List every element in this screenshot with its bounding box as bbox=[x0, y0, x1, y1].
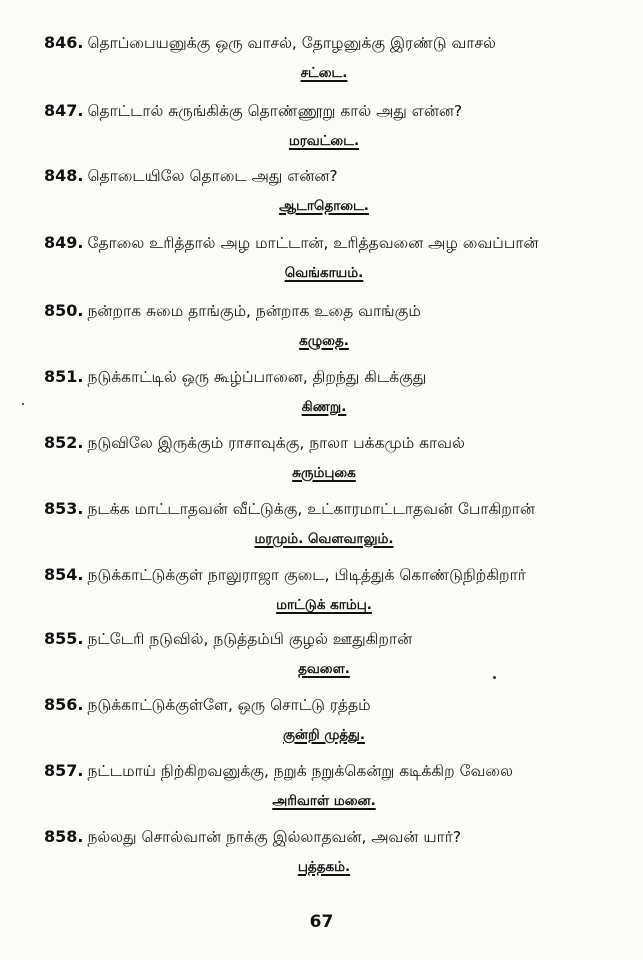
riddle-number: 854. bbox=[44, 565, 84, 584]
riddle-answer bbox=[44, 398, 604, 416]
riddle-850 bbox=[44, 300, 604, 366]
riddle-answer-text: குன்றி முத்து. bbox=[283, 727, 365, 743]
riddle-answer-text: மரமும். வௌவாலும். bbox=[254, 531, 394, 547]
riddle-answer bbox=[44, 660, 604, 678]
page-number: 67 bbox=[309, 912, 334, 932]
riddle-number: 857. bbox=[44, 761, 84, 780]
scan-speck bbox=[22, 403, 24, 405]
riddle-question bbox=[44, 366, 426, 388]
riddle-854 bbox=[44, 564, 604, 630]
riddle-answer-text: அரிவாள் மனை. bbox=[272, 793, 376, 809]
riddle-answer bbox=[44, 726, 604, 744]
riddle-answer-text: புத்தகம். bbox=[297, 859, 351, 875]
riddle-answer-text: மரவட்டை. bbox=[288, 133, 360, 149]
riddle-858 bbox=[44, 826, 604, 892]
riddle-851 bbox=[44, 366, 604, 432]
riddle-text: நன்றாக சுமை தாங்கும், நன்றாக உதை வாங்கும் bbox=[87, 302, 421, 320]
riddle-856 bbox=[44, 694, 604, 760]
riddle-question bbox=[44, 826, 461, 848]
riddle-answer bbox=[44, 197, 604, 215]
riddle-text: தோலை உரித்தால் அழ மாட்டான், உரித்தவனை அழ வைப்பான் bbox=[87, 234, 539, 252]
riddle-question bbox=[44, 760, 513, 782]
scan-speck bbox=[493, 676, 496, 679]
riddle-text: நடக்க மாட்டாதவன் வீட்டுக்கு, உட்காரமாட்டாதவன் போகிறான் bbox=[87, 500, 535, 518]
riddle-847 bbox=[44, 100, 604, 166]
riddle-answer-text: ஆடாதொடை. bbox=[279, 198, 369, 214]
riddle-answer-text: வெங்காயம். bbox=[284, 265, 364, 281]
riddle-number: 851. bbox=[44, 367, 84, 386]
riddle-answer bbox=[44, 596, 604, 614]
riddle-846 bbox=[44, 32, 604, 98]
riddle-question bbox=[44, 300, 421, 322]
riddle-text: நட்டேரி நடுவில், நடுத்தம்பி குழல் ஊதுகிறான் bbox=[87, 630, 413, 648]
riddle-question bbox=[44, 498, 535, 520]
riddle-text: தொடையிலே தொடை அது என்ன? bbox=[87, 167, 338, 185]
riddle-number: 848. bbox=[44, 166, 84, 185]
riddle-answer bbox=[44, 264, 604, 282]
riddle-852 bbox=[44, 432, 604, 498]
riddle-question bbox=[44, 232, 539, 254]
riddle-answer bbox=[44, 858, 604, 876]
riddle-number: 852. bbox=[44, 433, 84, 452]
riddle-853 bbox=[44, 498, 604, 564]
riddle-answer bbox=[44, 792, 604, 810]
riddle-848 bbox=[44, 165, 604, 231]
riddle-question bbox=[44, 165, 338, 187]
riddle-question bbox=[44, 100, 462, 122]
riddle-answer bbox=[44, 530, 604, 548]
riddle-question bbox=[44, 564, 526, 586]
riddle-answer bbox=[44, 332, 604, 350]
riddle-question bbox=[44, 432, 465, 454]
riddle-857 bbox=[44, 760, 604, 826]
riddle-answer-text: சுரும்புகை bbox=[292, 465, 356, 481]
riddle-text: தொட்டால் சுருங்கிக்கு தொண்ணூறு கால் அது என்ன? bbox=[87, 102, 463, 120]
riddle-question bbox=[44, 694, 371, 716]
riddle-number: 853. bbox=[44, 499, 84, 518]
riddle-question bbox=[44, 32, 496, 54]
riddle-number: 858. bbox=[44, 827, 84, 846]
riddle-849 bbox=[44, 232, 604, 298]
riddle-text: தொப்பையனுக்கு ஒரு வாசல், தோழனுக்கு இரண்டு வாசல் bbox=[87, 34, 496, 52]
riddle-text: நட்டமாய் நிற்கிறவனுக்கு, நறுக் நறுக்கென்று கடிக்கிற வேலை bbox=[87, 762, 513, 780]
riddle-text: நடுவிலே இருக்கும் ராசாவுக்கு, நாலா பக்கமும் காவல் bbox=[87, 434, 465, 452]
riddle-text: நல்லது சொல்வான் நாக்கு இல்லாதவன், அவன் யார்? bbox=[87, 828, 462, 846]
riddle-text: நடுக்காட்டுக்குள் நாலுராஜா குடை, பிடித்துக் கொண்டுநிற்கிறார் bbox=[87, 566, 526, 584]
riddle-text: நடுக்காட்டில் ஒரு கூழ்ப்பானை, திறந்து கிடக்குது bbox=[87, 368, 427, 386]
riddle-number: 847. bbox=[44, 101, 84, 120]
riddle-answer bbox=[44, 64, 604, 82]
riddle-answer bbox=[44, 132, 604, 150]
riddle-answer-text: கிணறு. bbox=[301, 399, 347, 415]
riddle-answer bbox=[44, 464, 604, 482]
riddle-number: 856. bbox=[44, 695, 84, 714]
riddle-number: 855. bbox=[44, 629, 84, 648]
riddle-answer-text: சட்டை. bbox=[300, 65, 348, 81]
riddle-text: நடுக்காட்டுக்குள்ளே, ஒரு சொட்டு ரத்தம் bbox=[87, 696, 371, 714]
riddle-855 bbox=[44, 628, 604, 694]
riddle-question bbox=[44, 628, 412, 650]
riddle-answer-text: மாட்டுக் காம்பு. bbox=[276, 597, 372, 613]
riddle-answer-text: தவளை. bbox=[298, 661, 350, 677]
riddle-number: 846. bbox=[44, 33, 84, 52]
riddle-number: 850. bbox=[44, 301, 84, 320]
riddle-number: 849. bbox=[44, 233, 84, 252]
riddle-answer-text: கழுதை. bbox=[299, 333, 349, 349]
